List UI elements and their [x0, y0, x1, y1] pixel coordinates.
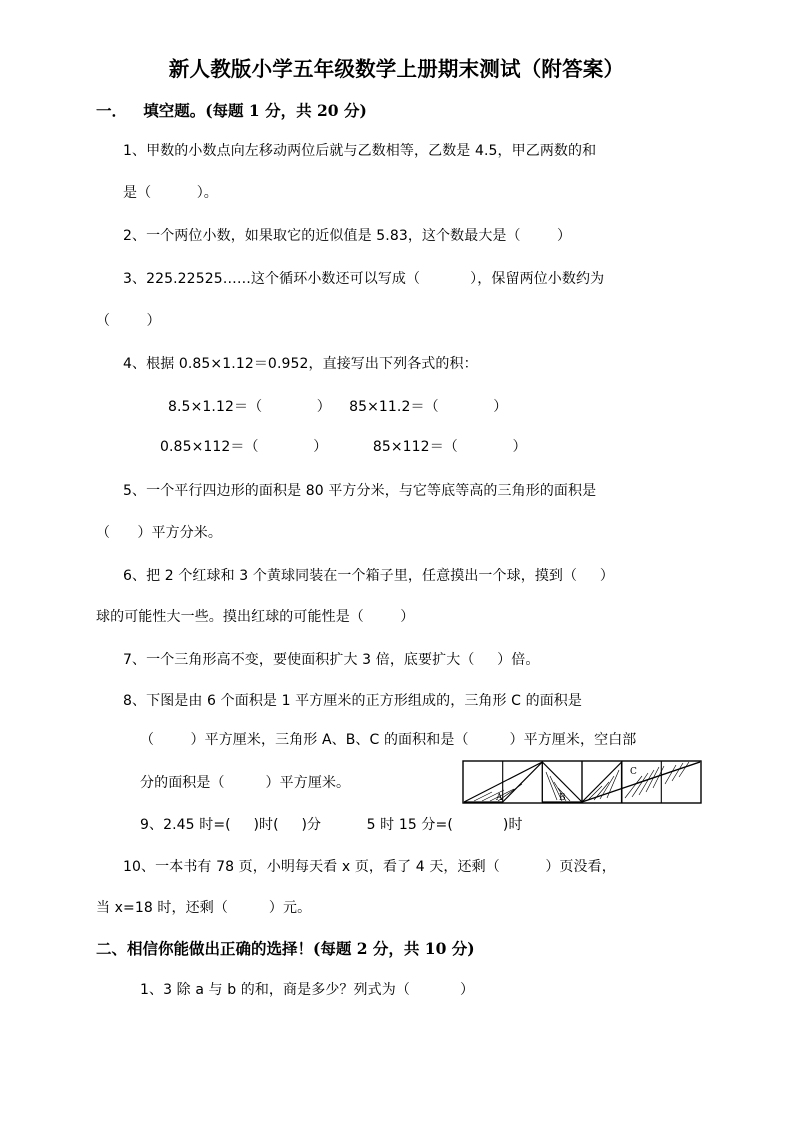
figure-label-c: C	[630, 767, 637, 777]
question-6-line-1: 6、把 2 个红球和 3 个黄球同装在一个箱子里，任意摸出一个球，摸到（ ）	[123, 568, 614, 584]
page-title: 新人教版小学五年级数学上册期末测试（附答案）	[168, 57, 625, 81]
section-heading-fill-in-blanks: 一． 填空题。(每题 1 分，共 20 分)	[96, 101, 367, 120]
question-5-line-1: 5、一个平行四边形的面积是 80 平方分米，与它等底等高的三角形的面积是	[123, 483, 597, 499]
question-10-line-2: 当 x=18 时，还剩（ ）元。	[96, 900, 312, 916]
question-8-line-3: 分的面积是（ ）平方厘米。	[140, 775, 351, 791]
section2-question-1-line-1: 1、3 除 a 与 b 的和，商是多少？列式为（ ）	[140, 982, 475, 998]
question-1-line-2: 是（ ）。	[123, 185, 218, 201]
section-heading-multiple-choice: 二、相信你能做出正确的选择！(每题 2 分，共 10 分)	[96, 939, 475, 958]
question-2-line-1: 2、一个两位小数，如果取它的近似值是 5.83，这个数最大是（ ）	[123, 228, 572, 244]
question-10-line-1: 10、一本书有 78 页，小明每天看 x 页，看了 4 天，还剩（ ）页没看，	[123, 859, 616, 875]
question-4-line-2: 8.5×1.12＝（ ） 85×11.2＝（ ）	[168, 399, 508, 415]
question-5-line-2: （ ）平方分米。	[96, 525, 223, 541]
question-4-line-1: 4、根据 0.85×1.12＝0.952，直接写出下列各式的积：	[123, 356, 478, 372]
question-1-line-1: 1、甲数的小数点向左移动两位后就与乙数相等，乙数是 4.5，甲乙两数的和	[123, 143, 597, 159]
question-9-line-1: 9、2.45 时=( )时( )分 5 时 15 分=( )时	[140, 817, 523, 833]
question-3-line-2: （ ）	[96, 313, 161, 329]
question-7-line-1: 7、一个三角形高不变，要使面积扩大 3 倍，底要扩大（ ）倍。	[123, 652, 540, 668]
six-unit-squares-triangles-icon	[462, 760, 702, 804]
figure-label-b: B	[559, 793, 566, 803]
question-8-figure	[462, 760, 702, 804]
question-4-line-3: 0.85×112＝（ ） 85×112＝（ ）	[160, 439, 527, 455]
question-8-line-2: （ ）平方厘米，三角形 A、B、C 的面积和是（ ）平方厘米，空白部	[140, 732, 637, 748]
figure-label-a: A	[496, 793, 503, 803]
question-6-line-2: 球的可能性大一些。摸出红球的可能性是（ ）	[96, 609, 415, 625]
question-8-line-1: 8、下图是由 6 个面积是 1 平方厘米的正方形组成的，三角形 C 的面积是	[123, 693, 582, 709]
question-3-line-1: 3、225.22525……这个循环小数还可以写成（ ），保留两位小数约为	[123, 271, 605, 287]
